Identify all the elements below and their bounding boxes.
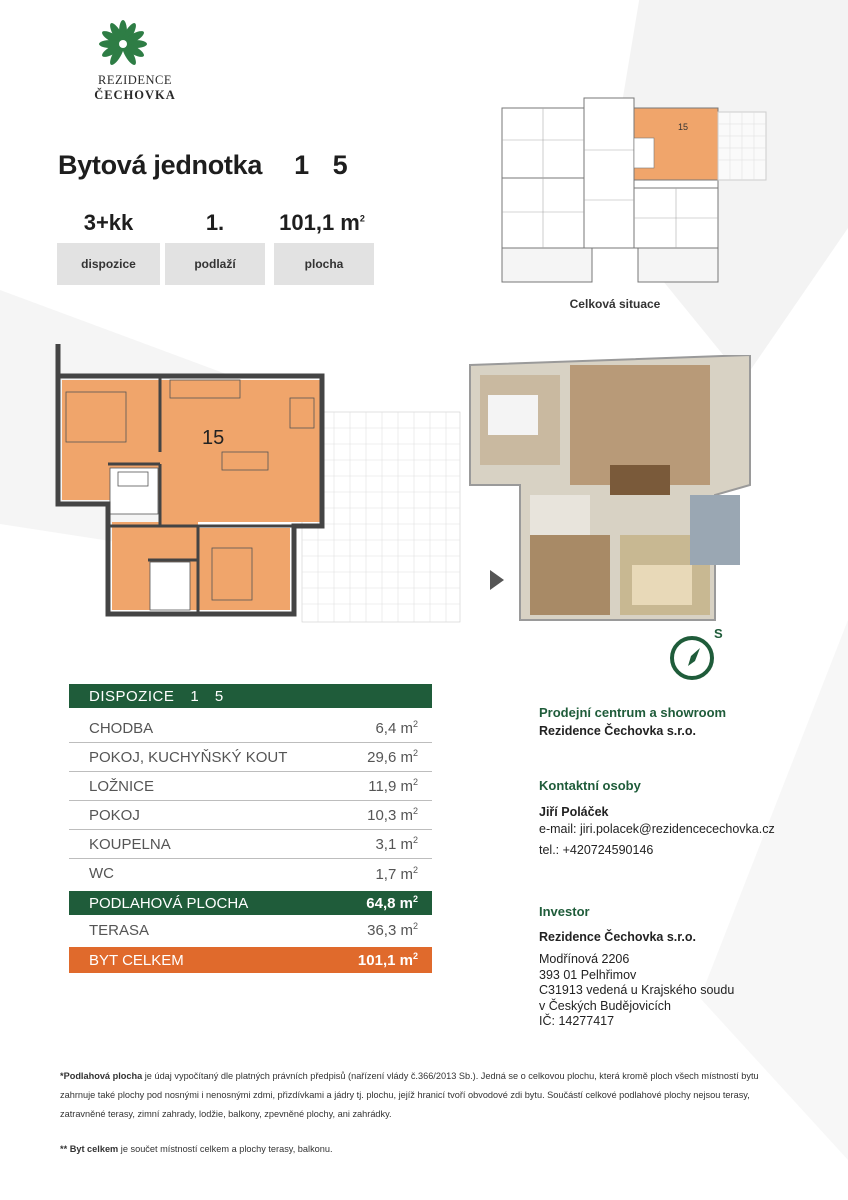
row-name: WC	[89, 865, 114, 882]
logo-line2: ČECHOVKA	[94, 88, 176, 102]
table-row	[69, 801, 432, 830]
investor-line: IČ: 14277417	[539, 1014, 615, 1028]
table-row	[69, 772, 432, 801]
svg-text:15: 15	[678, 122, 689, 132]
row-name: CHODBA	[89, 719, 154, 737]
stat-plocha-label: plocha	[274, 243, 374, 285]
row-value: 3,1 $m^2$	[375, 835, 418, 853]
floor-area-row	[69, 891, 432, 915]
stat-dispozice-label: dispozice	[57, 243, 160, 285]
footnote-2-text: je součet místností celkem a plochy terasy, balkonu.	[118, 1144, 333, 1154]
footnote-1	[60, 1067, 790, 1124]
footnote-2	[60, 1140, 790, 1159]
investor-line: Modřínová 2206	[539, 952, 630, 966]
total-row	[69, 947, 432, 973]
investor-line: C31913 vedená u Krajského soudu	[539, 983, 735, 997]
contact-column	[539, 704, 819, 1030]
contact-name: Jiří Poláček	[539, 805, 609, 819]
stat-dispozice-value: 3+kk	[83, 210, 134, 235]
sales-heading: Prodejní centrum a showroom	[539, 705, 727, 720]
row-name: POKOJ, KUCHYŇSKÝ KOUT	[89, 748, 288, 766]
logo-text	[80, 73, 190, 103]
total-name: BYT CELKEM	[89, 951, 184, 969]
row-name: LOŽNICE	[89, 777, 155, 795]
sales-company: Rezidence Čechovka s.r.o.	[539, 724, 697, 738]
row-value: 10,3 $m^2$	[367, 806, 418, 824]
plan-unit-label: 15	[202, 427, 225, 449]
footnote-1-text: je údaj vypočítaný dle platných právních předpisů (nařízení vlády č.366/2013 Sb.). Jedná se o celkovou plochu, která kromě ploch všech místností bytu zahrnuje také plochy pod nosnými i nenosnými zdmi, přizdívkami a jádry tj. plochu, jejíž hranicí tvoří obvodové zdi bytu. Součástí celkové podlahové plochy nejsou terasy, zatravněné terasy, zimní zahrady, lodžie, balkony, zpevněné plochy, ani zahrádky.	[60, 1071, 759, 1119]
stat-podlazi-value: 1.	[205, 210, 225, 235]
contact-email[interactable]: e-mail: jiri.polacek@rezidencecechovka.cz	[539, 822, 775, 836]
floor-plan-image	[50, 340, 470, 630]
page-title	[58, 150, 356, 181]
row-value: 29,6 $m^2$	[367, 748, 418, 766]
terrace-value: 36,3 $m^2$	[367, 921, 418, 939]
table-row	[69, 859, 432, 888]
investor-address	[539, 952, 819, 1030]
row-name: POKOJ	[89, 806, 140, 824]
investor-line: 393 01 Pelhřimov	[539, 967, 637, 982]
total-value: 101,1 $m^2$	[357, 951, 418, 969]
table-row	[69, 743, 432, 772]
terrace-row	[69, 915, 432, 945]
investor-heading: Investor	[539, 904, 590, 919]
floor-area-name: PODLAHOVÁ PLOCHA	[89, 894, 249, 912]
investor-line: v Českých Budějovicích	[539, 998, 672, 1013]
contacts-heading: Kontaktní osoby	[539, 778, 641, 793]
apartment-3d-render-image	[460, 355, 760, 630]
terrace-name: TERASA	[89, 921, 150, 939]
table-row	[69, 830, 432, 859]
logo-flower-icon	[95, 18, 151, 72]
contact-phone[interactable]: tel.: +420724590146	[539, 843, 654, 857]
situation-plan-image	[488, 90, 768, 286]
table-header-number: 1 5	[190, 687, 230, 705]
floor-area-value: 64,8 $m^2$	[366, 894, 418, 912]
footnotes	[60, 1067, 790, 1159]
compass-label: S	[714, 628, 723, 641]
row-value: 11,9 $m^2$	[368, 777, 418, 795]
logo-line1: REZIDENCE	[98, 73, 172, 87]
compass-icon	[666, 628, 726, 688]
situation-caption: Celková situace	[569, 297, 661, 311]
row-name: KOUPELNA	[89, 835, 171, 853]
stat-podlazi-label: podlaží	[165, 243, 265, 285]
row-value: 1,7 $m^2$	[375, 864, 418, 883]
table-header	[69, 684, 432, 708]
stat-plocha-sup: 2	[359, 213, 365, 224]
dispozice-table	[69, 684, 432, 973]
investor-company: Rezidence Čechovka s.r.o.	[539, 930, 697, 944]
stat-plocha-number: 101,1 m	[279, 210, 360, 235]
footnote-1-term: *Podlahová plocha	[60, 1071, 143, 1081]
title-label: Bytová jednotka	[58, 150, 263, 180]
row-value: 6,4 $m^2$	[375, 719, 418, 737]
stat-plocha-value	[262, 210, 382, 236]
title-number: 1 5	[294, 150, 356, 180]
footnote-2-term: ** Byt celkem	[60, 1144, 119, 1154]
table-header-label: DISPOZICE	[89, 687, 175, 705]
table-row	[69, 714, 432, 743]
